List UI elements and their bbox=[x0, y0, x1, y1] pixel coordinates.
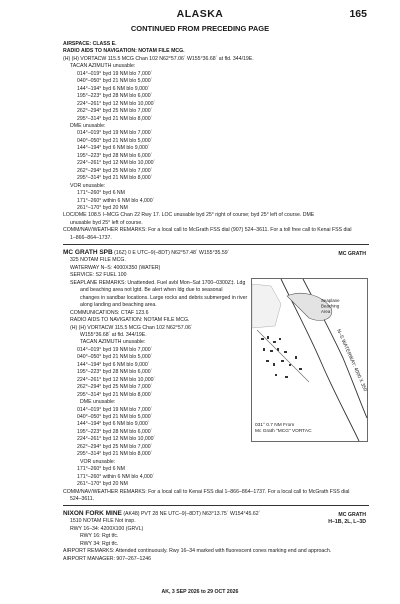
comm-remarks-line-cont: 524–3611. bbox=[70, 495, 95, 502]
communications-line: COMMUNICATIONS: CTAF 123.6 bbox=[70, 309, 149, 316]
airport-info: PVT 28 NE UTC–9(–8DT) N63°13.75´ W154°45.62´ bbox=[140, 511, 261, 517]
runway-line: RWY 16–34: 4200X100 (GRVL) bbox=[70, 525, 144, 532]
restriction-line: 014°–019° byd 19 NM blo 7,000´ bbox=[77, 406, 153, 413]
restriction-line: 195°–223° byd 28 NM blo 6,000´ bbox=[77, 369, 153, 376]
beaching-label-1: Seaplane bbox=[321, 298, 340, 303]
page-header bbox=[0, 0, 400, 40]
restriction-line: 295°–314° byd 21 NM blo 8,000´ bbox=[77, 175, 153, 182]
page-footer: AK, 3 SEP 2026 to 29 OCT 2026 bbox=[161, 589, 239, 595]
restriction-line: 224°–261° byd 12 NM blo 10,000´ bbox=[77, 436, 156, 443]
airport-manager-line: AIRPORT MANAGER: 907–267–1246 bbox=[63, 555, 152, 562]
airport-code: (16Z) bbox=[114, 250, 127, 256]
beaching-label-2: Beaching bbox=[321, 303, 340, 309]
beaching-label-3: Area bbox=[321, 309, 331, 314]
vortac-line: (H) (H) VORTACW 115.5 MCG Chan 102 N62°57.06´ bbox=[70, 324, 193, 331]
airport-remarks-line: AIRPORT REMARKS: Attended continuously. Rwy 16–34 marked with fluorescent cones marking end and approach. bbox=[63, 548, 332, 555]
continued-entry bbox=[63, 41, 363, 242]
restriction-line: 144°–194° byd 6 NM blo 9,000´ bbox=[77, 145, 150, 152]
service-line: SERVICE: S2 FUEL 100 bbox=[70, 272, 127, 279]
airport-name: MC GRATH SPB bbox=[63, 249, 113, 256]
restriction-line: 262°–294° byd 25 NM blo 7,000´ bbox=[77, 108, 153, 115]
restriction-line: 224°–261° byd 12 NM blo 10,000´ bbox=[77, 160, 156, 167]
city-name: MC GRATH bbox=[338, 512, 366, 518]
elevation-line: 325 NOTAM FILE MCG. bbox=[70, 257, 126, 264]
restriction-line: 295°–314° byd 21 NM blo 8,000´ bbox=[77, 451, 153, 458]
restriction-line: 295°–314° byd 21 NM blo 8,000´ bbox=[77, 391, 153, 398]
seaplane-remarks-line: along landing and beaching area. bbox=[80, 302, 157, 309]
restriction-line: 014°–019° byd 19 NM blo 7,000´ bbox=[77, 130, 153, 137]
vortac-ref-line-1: 031° 0.7 NM From bbox=[255, 423, 295, 428]
seaplane-remarks-line: changes in sandbar locations. Large rocks and debris submerged in river bbox=[80, 294, 248, 301]
comm-remarks-line: COMM/NAV/WEATHER REMARKS: For a local call to Kenai FSS dial 1–866–864–1737. For a local call to McGrath FSS dial bbox=[63, 488, 350, 495]
tacan-heading: TACAN AZIMUTH unusable: bbox=[80, 339, 146, 346]
restriction-line: 040°–050° byd 21 NM blo 5,000´ bbox=[77, 137, 153, 144]
radio-aids-line: RADIO AIDS TO NAVIGATION: NOTAM FILE MCG. bbox=[70, 317, 190, 324]
restriction-line: 040°–050° byd 21 NM blo 5,000´ bbox=[77, 354, 153, 361]
restriction-line: 262°–294° byd 25 NM blo 7,000´ bbox=[77, 384, 153, 391]
airport-code: (AK48) bbox=[123, 511, 140, 517]
runway-end-line: RWY 34: Rgt tfc. bbox=[80, 540, 119, 547]
restriction-line: 195°–223° byd 28 NM blo 6,000´ bbox=[77, 152, 153, 159]
page-number: 165 bbox=[349, 8, 367, 20]
nixon-fork-mine-entry bbox=[63, 510, 363, 563]
airport-diagram bbox=[251, 278, 368, 442]
restriction-line: 144°–194° byd 6 NM blo 9,000´ bbox=[77, 361, 150, 368]
restriction-line: 144°–194° byd 6 NM blo 9,000´ bbox=[77, 421, 150, 428]
vor-heading: VOR unusable: bbox=[70, 182, 106, 189]
state-title: ALASKA bbox=[176, 8, 224, 20]
restriction-line: 014°–019° byd 19 NM blo 7,000´ bbox=[77, 70, 153, 77]
runway-end-line: RWY 16: Rgt tfc. bbox=[80, 533, 119, 540]
comm-remarks-line-cont: 1–866–864–1737. bbox=[70, 234, 112, 241]
restriction-line: 014°–019° byd 19 NM blo 7,000´ bbox=[77, 346, 153, 353]
tacan-heading: TACAN AZIMUTH unusable: bbox=[70, 63, 136, 70]
restriction-line: 262°–294° byd 25 NM blo 7,000´ bbox=[77, 167, 153, 174]
restriction-line: 195°–223° byd 28 NM blo 6,000´ bbox=[77, 93, 153, 100]
divider bbox=[63, 244, 369, 245]
dme-heading: DME unusable: bbox=[70, 122, 106, 129]
restriction-line: 171°–260° within 6 NM blo 4,000´ bbox=[77, 197, 155, 204]
chart-refs: H–1B, 2L, L–3D bbox=[328, 518, 366, 525]
city-label: MC GRATH bbox=[338, 251, 366, 257]
restriction-line: 040°–050° byd 21 NM blo 5,000´ bbox=[77, 78, 153, 85]
city-label bbox=[328, 512, 366, 525]
airspace-line: AIRSPACE: CLASS E. bbox=[63, 41, 117, 47]
vortac-line-cont: W155°36.68´ at fld. 344/19E. bbox=[80, 331, 147, 338]
radio-aids-line: RADIO AIDS TO NAVIGATION: NOTAM FILE MCG. bbox=[63, 48, 185, 55]
waterway-line: WATERWAY N–S: 4000X350 (WATER) bbox=[70, 264, 161, 271]
restriction-line: 262°–294° byd 25 NM blo 7,000´ bbox=[77, 443, 153, 450]
restriction-line: 224°–261° byd 12 NM blo 10,000´ bbox=[77, 100, 156, 107]
restriction-line: 171°–260° byd 6 NM bbox=[77, 466, 125, 473]
restriction-line: 261°–170° byd 20 NM bbox=[77, 481, 128, 488]
restriction-line: 171°–260° within 6 NM blo 4,000´ bbox=[77, 473, 155, 480]
restriction-line: 224°–261° byd 12 NM blo 10,000´ bbox=[77, 376, 156, 383]
elevation-line: 1510 NOTAM FILE Not insp. bbox=[70, 518, 136, 525]
loc-dme-line: LOC/DME 108.5 I–MCG Chan 22 Rwy 17. LOC unusable byd 25° right of course; byd 25° left of course. DME bbox=[63, 212, 315, 219]
seaplane-remarks-line: and beaching area not lgtd. Be alert when ldg due to seasonal bbox=[80, 287, 223, 294]
restriction-line: 261°–170° byd 20 NM bbox=[77, 204, 128, 211]
airport-title-line bbox=[63, 510, 363, 518]
continued-banner: CONTINUED FROM PRECEDING PAGE bbox=[130, 24, 270, 33]
dme-heading: DME unusable: bbox=[80, 399, 116, 406]
seaplane-remarks-line: SEAPLANE REMARKS: Unattended. Fuel avbl Mon–Sat 1700–0300Z‡. Ldg bbox=[70, 279, 246, 286]
airport-title-line bbox=[63, 249, 363, 257]
restriction-line: 295°–314° byd 21 NM blo 8,000´ bbox=[77, 115, 153, 122]
vortac-ref-line-2: Mc Grath "MCG" VORTAC bbox=[255, 429, 312, 434]
vor-heading: VOR unusable: bbox=[80, 458, 116, 465]
airport-name: NIXON FORK MINE bbox=[63, 510, 122, 517]
comm-remarks-line: COMM/NAV/WEATHER REMARKS: For a local call to McGrath FSS dial (907) 524–3611. For a toll free call to Kenai FSS dial bbox=[63, 227, 352, 234]
airport-info: 0 E UTC–9(–8DT) N62°57.48´ W155°35.59´ bbox=[128, 250, 230, 256]
divider bbox=[63, 505, 369, 506]
vortac-line: (H) (H) VORTACW 115.5 MCG Chan 102 N62°57.06´ W155°36.68´ at fld. 344/19E. bbox=[63, 55, 254, 62]
loc-dme-line-cont: unusable byd 25° left of course. bbox=[70, 219, 143, 226]
restriction-line: 144°–194° byd 6 NM blo 9,000´ bbox=[77, 85, 150, 92]
restriction-line: 171°–260° byd 6 NM bbox=[77, 190, 125, 197]
airport-diagram-svg bbox=[251, 278, 368, 442]
waterway-label: N–S WATERWAY: 4000 X 350 bbox=[335, 328, 368, 393]
restriction-line: 040°–050° byd 21 NM blo 5,000´ bbox=[77, 413, 153, 420]
restriction-line: 195°–223° byd 28 NM blo 6,000´ bbox=[77, 428, 153, 435]
